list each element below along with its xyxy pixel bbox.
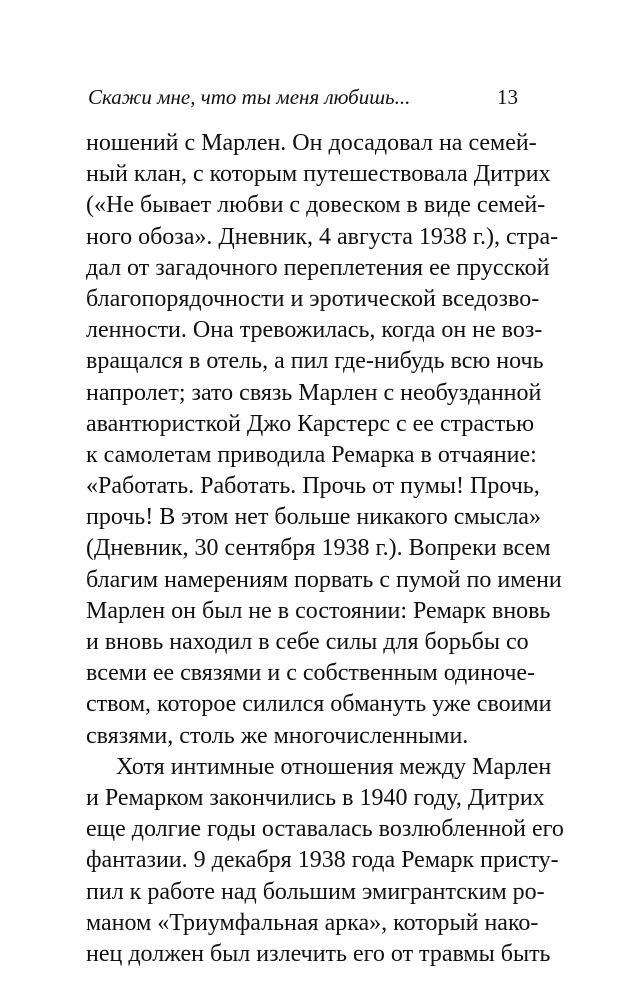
text-line: фантазии. 9 декабря 1938 года Ремарк присту-: [86, 847, 559, 874]
text-line: ношений с Марлен. Он досадовал на семей-: [86, 130, 537, 156]
body-text: [86, 128, 564, 970]
text-line: ством, которое силился обмануть уже своими: [86, 691, 552, 718]
running-title: Скажи мне, что ты меня любишь...: [88, 85, 411, 109]
running-header: [88, 82, 518, 112]
text-line: пил к работе над большим эмигрантским ро-: [86, 878, 545, 905]
text-line: всеми ее связями и с собственным одиноче-: [86, 660, 536, 687]
text-line: Хотя интимные отношения между Марлен: [116, 753, 552, 780]
page-number: 13: [497, 85, 518, 109]
text-line: авантюристкой Джо Карстерс с ее страстью: [86, 410, 535, 437]
text-line: нец должен был излечить его от травмы быть: [86, 940, 551, 967]
text-line: прочь! В этом нет больше никакого смысла»: [86, 504, 541, 531]
text-line: ного обоза». Дневник, 4 августа 1938 г.), стра-: [86, 223, 559, 250]
text-line: связями, столь же многочисленными.: [86, 722, 469, 749]
text-line: благим намерениям порвать с пумой по имени: [86, 566, 562, 593]
text-line: и вновь находил в себе силы для борьбы со: [86, 629, 529, 655]
text-line: ленности. Она тревожилась, когда он не воз-: [86, 317, 543, 344]
text-line: благопорядочности и эротической вседозво-: [86, 285, 540, 312]
text-line: ный клан, с которым путешествовала Дитрих: [86, 161, 551, 188]
text-line: к самолетам приводила Ремарка в отчаяние:: [86, 441, 537, 468]
text-line: дал от загадочного переплетения ее прусской: [86, 254, 550, 281]
text-line: Марлен он был не в состоянии: Ремарк вновь: [86, 597, 551, 624]
text-line: вращался в отель, а пил где-нибудь всю ночь: [86, 348, 544, 375]
text-line: «Работать. Работать. Прочь от пумы! Прочь,: [86, 473, 540, 500]
text-line: (Дневник, 30 сентября 1938 г.). Вопреки всем: [86, 535, 551, 562]
paragraph: [86, 128, 562, 752]
paragraph: [86, 752, 564, 970]
text-line: («Не бывает любви с довеском в виде семей-: [86, 192, 546, 219]
text-line: и Ремарком закончились в 1940 году, Дитрих: [86, 784, 545, 811]
text-line: напролет; зато связь Марлен с необузданной: [86, 379, 542, 406]
text-line: маном «Триумфальная арка», который нако-: [86, 909, 539, 936]
text-line: еще долгие годы оставалась возлюбленной его: [86, 816, 564, 843]
